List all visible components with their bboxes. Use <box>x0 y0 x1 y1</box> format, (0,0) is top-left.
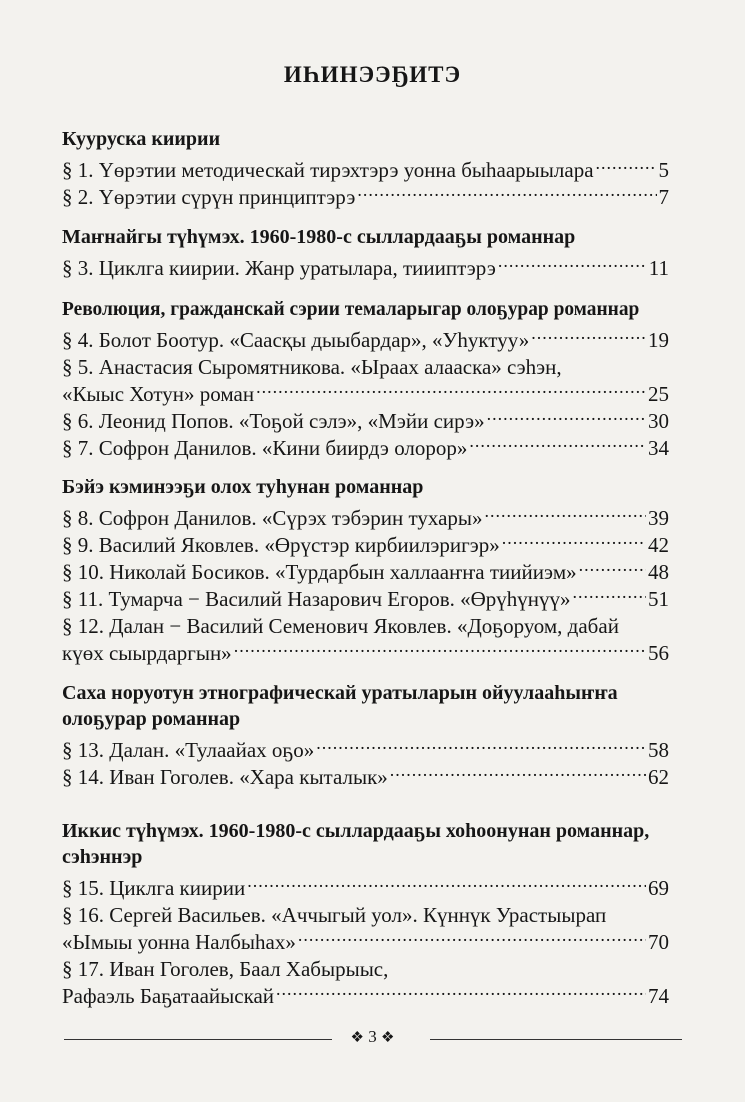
entry-text: § 10. Николай Босиков. «Турдарбын халлааҥҥа тиийиэм» <box>62 560 577 584</box>
section-heading: Маҥнайгы түһүмэх. 1960-1980-с сыллардааҕы романнар <box>62 226 576 248</box>
entry-text: § 3. Циклга киирии. Жанр уратылара, тиииптэрэ <box>62 256 496 280</box>
toc-section <box>62 224 669 282</box>
section-heading: Иккис түһүмэх. 1960-1980-с сыллардааҕы хоһоонунан романнар, <box>62 820 650 842</box>
section-heading-line2: сэһэннэр <box>62 846 143 868</box>
entry-text: § 8. Софрон Данилов. «Сүрэх тэбэрин тухары» <box>62 506 483 530</box>
toc-entry[interactable] <box>62 381 669 408</box>
entry-text: § 9. Василий Яковлев. «Өрүстэр кирбиилэригэр» <box>62 533 500 557</box>
entry-page: 42 <box>648 533 669 557</box>
toc-entry[interactable] <box>62 327 669 354</box>
entry-text: § 13. Далан. «Тулаайах оҕо» <box>62 738 315 762</box>
page-number: 3 <box>368 1027 377 1046</box>
entry-page: 70 <box>648 930 669 954</box>
toc-entry[interactable] <box>62 640 669 667</box>
entry-page: 74 <box>648 984 669 1008</box>
dot-leader <box>487 408 646 428</box>
entry-page: 30 <box>648 409 669 433</box>
toc-entry[interactable] <box>62 929 669 956</box>
toc-section <box>62 680 669 791</box>
section-heading: Революция, гражданскай сэрии темаларыгар олоҕурар романнар <box>62 298 640 320</box>
entry-page: 7 <box>658 185 669 209</box>
toc-entry[interactable] <box>62 255 669 282</box>
entry-text: § 2. Үөрэтии сүрүн принциптэрэ <box>62 185 356 209</box>
entry-text-line1: § 12. Далан − Василий Семенович Яковлев. «Доҕоруом, дабай <box>62 614 619 638</box>
toc-entry[interactable] <box>62 764 669 791</box>
ornament-left-icon: ❖ <box>350 1030 364 1046</box>
entry-page: 69 <box>648 876 669 900</box>
dot-leader <box>247 875 646 895</box>
toc-section <box>62 126 669 211</box>
dot-leader <box>485 505 646 525</box>
dot-leader <box>256 381 646 401</box>
toc-entry[interactable] <box>62 157 669 184</box>
toc-entry[interactable] <box>62 983 669 1010</box>
entry-text-line1: § 17. Иван Гоголев, Баал Хабырыыс, <box>62 957 389 981</box>
dot-leader <box>469 435 646 455</box>
entry-page: 34 <box>648 436 669 460</box>
toc-entry[interactable] <box>62 875 669 902</box>
dot-leader <box>390 764 646 784</box>
dot-leader <box>531 327 646 347</box>
toc-section <box>62 818 669 1010</box>
dot-leader <box>596 157 657 177</box>
dot-leader <box>579 559 646 579</box>
entry-page: 25 <box>648 382 669 406</box>
page-title: ИҺИНЭЭҔИТЭ <box>283 62 462 87</box>
entry-page: 19 <box>648 328 669 352</box>
entry-text: § 6. Леонид Попов. «Тоҕой сэлэ», «Мэйи сирэ» <box>62 409 485 433</box>
toc-entry[interactable] <box>62 184 669 211</box>
entry-text: күөх сыырдаргын» <box>62 641 232 665</box>
entry-page: 39 <box>648 506 669 530</box>
entry-page: 5 <box>658 158 669 182</box>
entry-text: § 7. Софрон Данилов. «Кини биирдэ олорор» <box>62 436 468 460</box>
toc-entry[interactable] <box>62 586 669 613</box>
section-heading: Саха норуотун этнографическай уратыларын ойуулааһыҥҥа <box>62 682 618 704</box>
page-footer <box>0 1027 745 1047</box>
toc-section <box>62 474 669 667</box>
entry-page: 51 <box>648 587 669 611</box>
dot-leader <box>234 640 646 660</box>
dot-leader <box>298 929 646 949</box>
entry-text: § 14. Иван Гоголев. «Хара кыталык» <box>62 765 388 789</box>
dot-leader <box>357 184 656 204</box>
toc-entry[interactable] <box>62 559 669 586</box>
entry-text: § 4. Болот Боотур. «Саасқы дыыбардар», «Уһуктуу» <box>62 328 530 352</box>
entry-page: 62 <box>648 765 669 789</box>
entry-page: 48 <box>648 560 669 584</box>
toc-entry[interactable] <box>62 505 669 532</box>
dot-leader <box>316 737 646 757</box>
entry-page: 58 <box>648 738 669 762</box>
toc-entry[interactable] <box>62 532 669 559</box>
toc-entry[interactable] <box>62 435 669 462</box>
section-heading-line2: олоҕурар романнар <box>62 708 241 730</box>
entry-text-line1: § 5. Анастасия Сыромятникова. «Ыраах алааска» сэһэн, <box>62 355 562 379</box>
toc-entry[interactable] <box>62 408 669 435</box>
entry-text: «Ымыы уонна Налбыһах» <box>62 930 296 954</box>
section-heading: Бэйэ кэминээҕи олох туһунан романнар <box>62 476 424 498</box>
entry-text: «Кыыс Хотун» роман <box>62 382 255 406</box>
section-heading: Кууруска киирии <box>62 128 221 150</box>
ornament-right-icon: ❖ <box>381 1030 395 1046</box>
dot-leader <box>502 532 646 552</box>
toc-entry[interactable] <box>62 737 669 764</box>
entry-text: § 1. Үөрэтии методическай тирэхтэрэ уонна быһаарыылара <box>62 158 594 182</box>
entry-text: Рафаэль Баҕатаайыскай <box>62 984 275 1008</box>
entry-text: § 11. Тумарча − Василий Назарович Егоров. «Өрүһүнүү» <box>62 587 571 611</box>
entry-text-line1: § 16. Сергей Васильев. «Аччыгый уол». Күннүк Урастыырап <box>62 903 607 927</box>
entry-page: 56 <box>648 641 669 665</box>
dot-leader <box>276 983 646 1003</box>
entry-page: 11 <box>648 256 669 280</box>
dot-leader <box>573 586 646 606</box>
toc-section <box>62 296 669 462</box>
dot-leader <box>498 255 647 275</box>
entry-text: § 15. Циклга киирии <box>62 876 246 900</box>
